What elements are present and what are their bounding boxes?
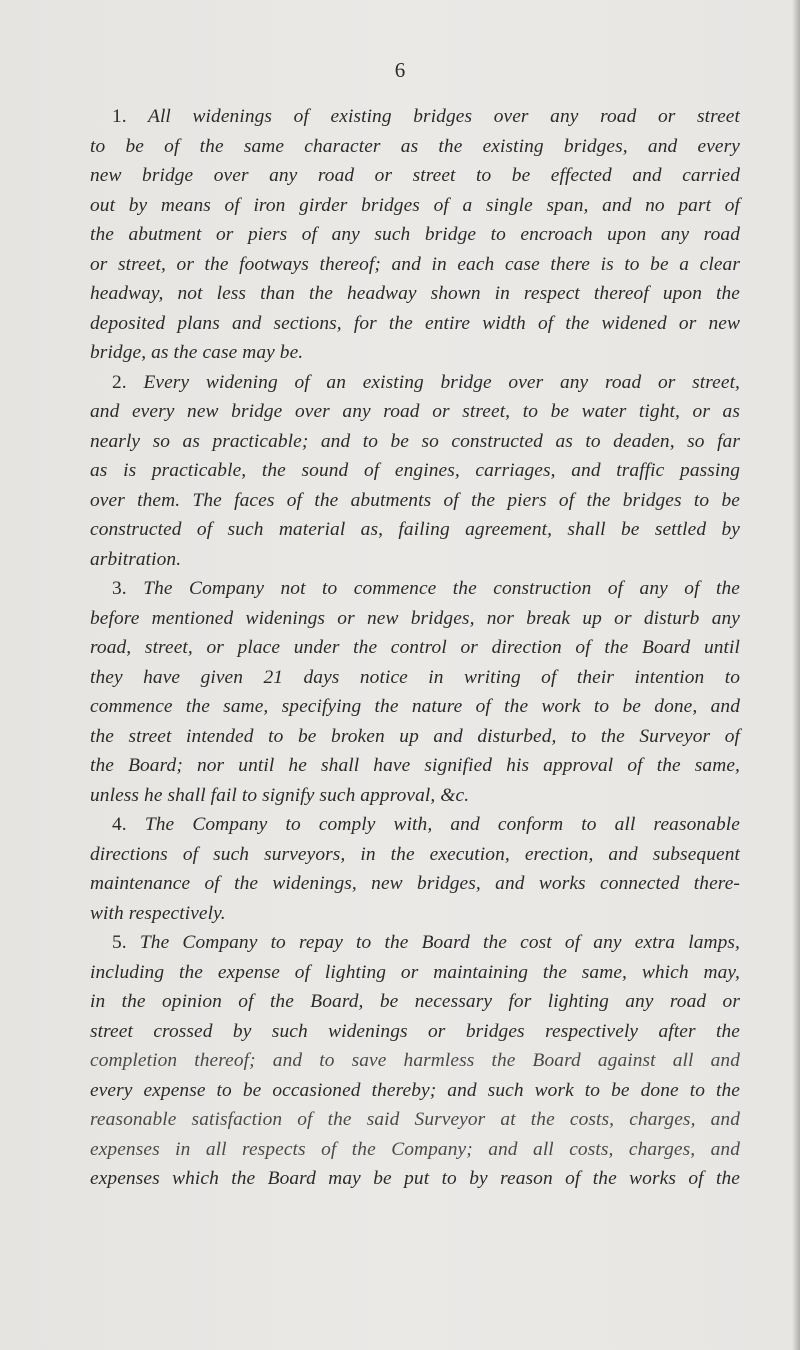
paragraph-5-line: including the expense of lighting or maintaining the same, which may,	[90, 961, 740, 983]
paragraph-5-line: reasonable satisfaction of the said Surveyor at the costs, charges, and	[90, 1109, 740, 1130]
paragraph-2-line: arbitration.	[90, 548, 182, 570]
paragraph-3-line: the Board; nor until he shall have signified his approval of the same,	[90, 755, 740, 776]
paragraph-5-line: completion thereof; and to save harmless the Board against all and	[90, 1050, 740, 1071]
paragraph-3-line-1: 3. The Company not to commence the construction of any of the	[112, 578, 741, 599]
paragraph-4-line-1: 4. The Company to comply with, and conform to all reasonable	[112, 814, 740, 835]
paragraph-3-line: commence the same, specifying the nature of the work to be done, and	[90, 696, 740, 717]
paragraph-3-line: unless he shall fail to signify such approval, &c.	[90, 784, 470, 806]
paragraph-4-line: with respectively.	[90, 902, 226, 924]
paragraph-5-line: in the opinion of the Board, be necessary for lighting any road or	[90, 991, 740, 1012]
paragraph-2-line: over them. The faces of the abutments of the piers of the bridges to be	[90, 489, 740, 511]
paragraph-2-line: as is practicable, the sound of engines, carriages, and traffic passing	[90, 460, 740, 481]
paragraph-4-number: 4.	[112, 814, 127, 835]
paragraph-1-line: bridge, as the case may be.	[90, 342, 304, 363]
paragraph-5-line: expenses which the Board may be put to by reason of the works of the	[90, 1168, 740, 1189]
paragraph-3-number: 3.	[112, 578, 127, 599]
paragraph-2-line: constructed of such material as, failing agreement, shall be settled by	[90, 519, 740, 540]
body-text	[90, 102, 740, 1194]
paragraph-2-line: nearly so as practicable; and to be so constructed as to deaden, so far	[90, 430, 740, 452]
paragraph-1-line: to be of the same character as the existing bridges, and every	[90, 135, 740, 157]
paragraph-5-line-1: 5. The Company to repay to the Board the cost of any extra lamps,	[112, 932, 740, 953]
paragraph-5-line: expenses in all respects of the Company; and all costs, charges, and	[90, 1138, 740, 1160]
paragraph-2-number: 2.	[112, 371, 127, 393]
paragraph-3-line: the street intended to be broken up and disturbed, to the Surveyor of	[90, 725, 740, 747]
page-edge-shadow	[792, 0, 800, 1350]
paragraph-1-line-1: 1. All widenings of existing bridges over any road or street	[112, 106, 740, 127]
paragraph-4-line: directions of such surveyors, in the execution, erection, and subsequent	[90, 843, 740, 865]
paragraph-5-line: every expense to be occasioned thereby; and such work to be done to the	[90, 1079, 740, 1101]
paragraph-4-line: maintenance of the widenings, new bridges, and works connected there-	[90, 873, 740, 894]
paragraph-1-line: deposited plans and sections, for the entire width of the widened or new	[90, 312, 740, 334]
paragraph-1-line: headway, not less than the headway shown in respect thereof upon the	[90, 283, 740, 304]
paragraph-1-line: the abutment or piers of any such bridge to encroach upon any road	[90, 224, 740, 245]
paragraph-3-line: they have given 21 days notice in writing of their intention to	[90, 666, 740, 688]
paragraph-1-number: 1.	[112, 106, 127, 127]
paragraph-5-number: 5.	[112, 932, 127, 953]
paragraph-2-line: and every new bridge over any road or street, to be water tight, or as	[90, 401, 740, 422]
page-number: 6	[394, 58, 406, 82]
paragraph-3-line: before mentioned widenings or new bridges, nor break up or disturb any	[90, 607, 740, 629]
paragraph-5-line: street crossed by such widenings or bridges respectively after the	[90, 1020, 740, 1042]
paragraph-2-line-1: 2. Every widening of an existing bridge over any road or street,	[112, 371, 741, 393]
paragraph-1-line: or street, or the footways thereof; and in each case there is to be a clear	[90, 253, 740, 275]
paragraph-1-line: new bridge over any road or street to be effected and carried	[90, 165, 740, 186]
paragraph-3-line: road, street, or place under the control or direction of the Board until	[90, 637, 740, 658]
paragraph-1-line: out by means of iron girder bridges of a single span, and no part of	[90, 194, 740, 216]
